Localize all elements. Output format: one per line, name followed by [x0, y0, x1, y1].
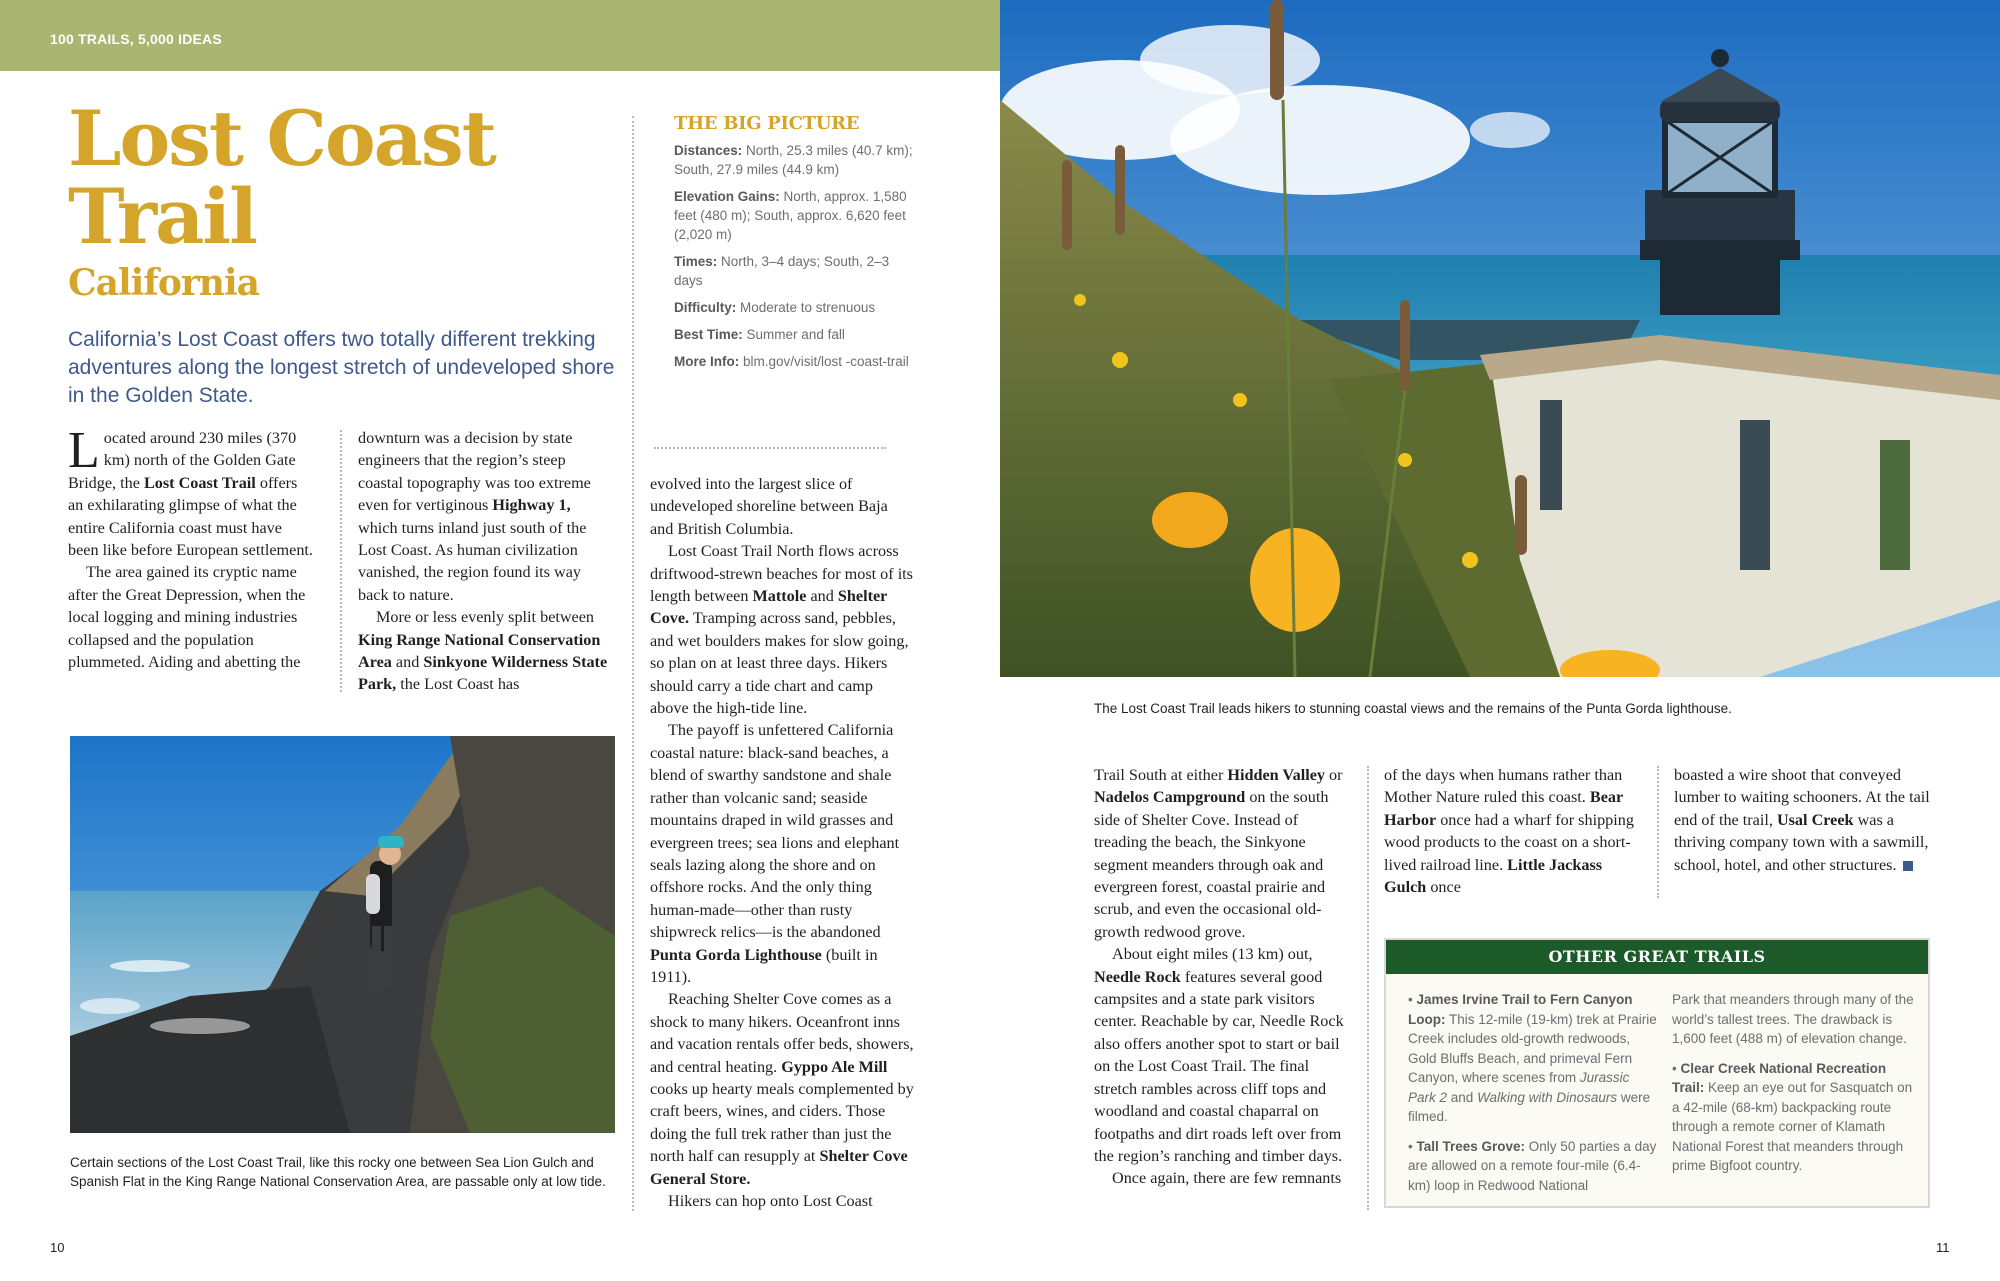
article-title — [68, 94, 495, 261]
lighthouse-photo-caption: The Lost Coast Trail leads hikers to stunning coastal views and the remains of the Punta Gorda lighthouse. — [1094, 701, 1732, 716]
trail-item-james-irvine: • James Irvine Trail to Fern Canyon Loop: This 12-mile (19-km) trek at Prairie Creek includes old-growth redwoods, Gold Bluffs Beach, and primeval Fern Canyon, where scenes from Jurassic Park 2 and Walking with Dinosaurs were filmed. — [1408, 992, 1657, 1124]
sidebar-divider — [654, 447, 886, 449]
big-picture-sidebar — [674, 114, 914, 379]
fact-more-info: More Info: blm.gov/visit/lost -coast-trail — [674, 354, 909, 369]
hiker-photo-caption: Certain sections of the Lost Coast Trail, like this rocky one between Sea Lion Gulch and Spanish Flat in the King Range National Conservation Area, are passable only at low tide. — [70, 1155, 606, 1189]
article-dek: California’s Lost Coast offers two totally different trekking adventures along the longest stretch of undeveloped shore in the Golden State. — [68, 328, 615, 407]
body-column-3: evolved into the largest slice of undeveloped shoreline between Baja and British Columbia. Lost Coast Trail North flows across driftwood-strewn beaches for most of its length between Mattole and Shelter Cove. Tramping across sand, pebbles, and wet boulders makes for slow going, so plan on at least three days. Hikers should carry a tide chart and camp above the high-tide line. The payoff is unfettered California coastal nature: black-sand beaches, a blend of swarthy sandstone and shale rather than volcanic sand; seaside mountains draped in wild grasses and evergreen trees; sea lions and elephant seals lazing along the shore and on offshore rocks. And the only thing human-made—other than rusty shipwreck relics—is the abandoned Punta Gorda Lighthouse (built in 1911). Reaching Shelter Cove comes as a shock to many hikers. Oceanfront inns and vacation rentals offer beds, showers, and central heating. Gyppo Ale Mill cooks up hearty meals complemented by craft beers, wines, and ciders. Those doing the full trek rather than just the north half can resupply at Shelter Cove General Store. Hikers can hop onto Lost Coast — [650, 475, 914, 1210]
header-band — [0, 0, 1000, 71]
running-head: 100 TRAILS, 5,000 IDEAS — [50, 31, 222, 47]
fact-best-time: Best Time: Summer and fall — [674, 327, 845, 342]
other-trails-column-2 — [1672, 990, 1922, 1186]
other-great-trails-box — [1384, 938, 1930, 1208]
trail-item-tall-trees: • Tall Trees Grove: Only 50 parties a day are allowed on a remote four-mile (6.4-km) loop in Redwood National — [1408, 1138, 1657, 1193]
title-line-1: Lost Coast — [68, 94, 495, 183]
trail-item-tall-trees-cont: Park that meanders through many of the world’s tallest trees. The drawback is 1,600 feet (488 m) of elevation change. — [1672, 992, 1914, 1046]
other-trails-column-1 — [1408, 990, 1658, 1205]
body-column-4: Trail South at either Hidden Valley or Nadelos Campground on the south side of Shelter Cove. Instead of treading the beach, the Sinkyone segment meanders through oak and evergreen forest, coastal prairie and scrub, and even the occasional old-growth redwood grove. About eight miles (13 km) out, Needle Rock features several good campsites and a state park visitors center. Reachable by car, Needle Rock also offers another spot to start or bail on the Lost Coast Trail. The final stretch rambles across cliff tops and woodland and coastal chaparral on footpaths and dirt roads left over from the region’s ranching and timber days. Once again, there are few remnants — [1094, 766, 1344, 1188]
page-number-left: 10 — [50, 1240, 65, 1255]
punta-gorda-lighthouse-image — [1000, 0, 2000, 677]
body-column-6: boasted a wire shoot that conveyed lumber to waiting schooners. At the tail end of the trail, Usal Creek was a thriving company town with a sawmill, school, hotel, and other structures. — [1674, 766, 1930, 874]
title-line-2: Trail — [68, 172, 257, 261]
article-region: California — [68, 262, 259, 304]
rocky-coast-hiker-image — [70, 736, 615, 1133]
fact-difficulty: Difficulty: Moderate to strenuous — [674, 300, 876, 315]
column-divider — [1657, 766, 1659, 898]
body-column-5: of the days when humans rather than Mother Nature ruled this coast. Bear Harbor once had a wharf for shipping wood products to the coast on a short-lived railroad line. Little Jackass Gulch once — [1384, 766, 1634, 897]
body-column-1: Located around 230 miles (370 km) north of the Golden Gate Bridge, the Lost Coast Trail offers an exhilarating glimpse of what the entire California coast must have been like before European settlement. The area gained its cryptic name after the Great Depression, when the local logging and mining industries collapsed and the population plummeted. Aiding and abetting the — [68, 422, 313, 672]
fact-elevation: Elevation Gains: North, approx. 1,580 feet (480 m); South, approx. 6,620 feet (2,020 m) — [674, 189, 907, 242]
fact-distances: Distances: North, 25.3 miles (40.7 km); South, 27.9 miles (44.9 km) — [674, 143, 913, 177]
lighthouse-photo — [1000, 0, 2000, 677]
column-divider — [340, 430, 342, 692]
big-picture-heading: THE BIG PICTURE — [674, 113, 860, 134]
column-divider — [1367, 766, 1369, 1210]
trail-item-clear-creek: • Clear Creek National Recreation Trail: Keep an eye out for Sasquatch on a 42-mile (68-km) backpacking route through a remote corner of Klamath National Forest that meanders through prime Bigfoot country. — [1672, 1060, 1913, 1173]
page-number-right: 11 — [1936, 1240, 1950, 1255]
end-of-article-mark-icon — [1903, 861, 1913, 871]
column-divider — [632, 116, 634, 1211]
hiker-photo — [70, 736, 615, 1133]
other-great-trails-heading: OTHER GREAT TRAILS — [1386, 940, 1928, 974]
body-column-2: downturn was a decision by state engineers that the region’s steep coastal topography was too extreme even for vertiginous Highway 1, which turns inland just south of the Lost Coast. As human civilization vanished, the region found its way back to nature. More or less evenly split between King Range National Conservation Area and Sinkyone Wilderness State Park, the Lost Coast has — [358, 429, 608, 694]
drop-cap: L — [68, 422, 100, 479]
fact-times: Times: North, 3–4 days; South, 2–3 days — [674, 254, 890, 288]
